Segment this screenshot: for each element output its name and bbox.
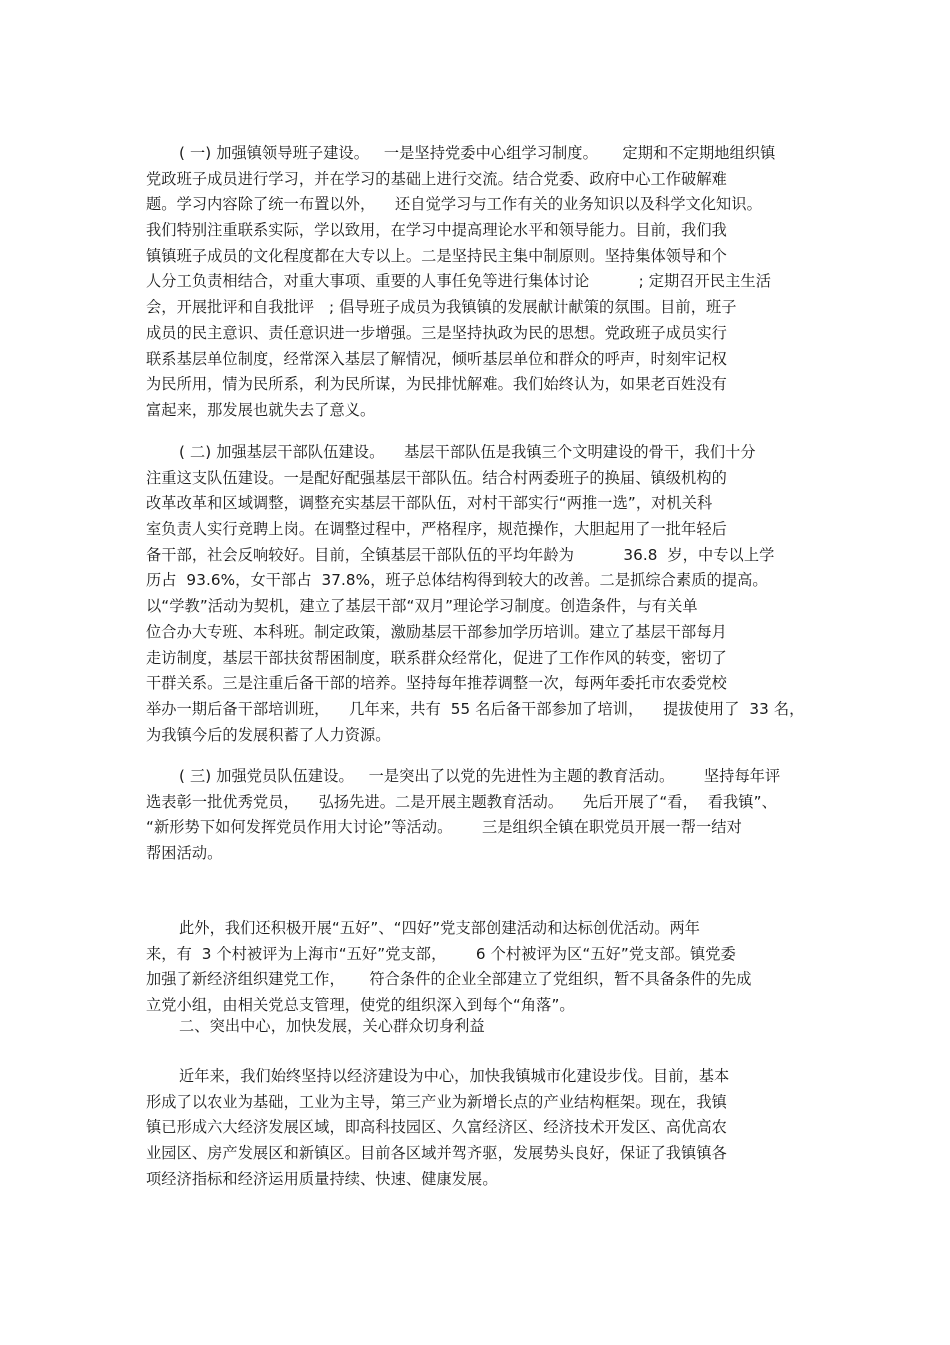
text-line: 来，有 3 个村被评为上海市“五好”党支部， 6 个村被评为区“五好”党支部。镇党委 <box>146 944 736 963</box>
text-line: 党政班子成员进行学习，并在学习的基础上进行交流。结合党委、政府中心工作破解难 <box>146 169 727 188</box>
text-line: 立党小组，由相关党总支管理，使党的组织深入到每个“角落”。 <box>146 996 575 1015</box>
text-line: 为民所用，情为民所系，利为民所谋，为民排忧解难。我们始终认为，如果老百姓没有 <box>146 375 727 394</box>
text-line: 成员的民主意识、责任意识进一步增强。三是坚持执政为民的思想。党政班子成员实行 <box>146 323 727 342</box>
text-line: 近年来，我们始终坚持以经济建设为中心，加快我镇城市化建设步伐。目前，基本 <box>179 1067 730 1085</box>
text-line: 镇镇班子成员的文化程度都在大专以上。二是坚持民主集中制原则。坚持集体领导和个 <box>146 246 727 265</box>
text-line: 题。学习内容除了统一布置以外， 还自觉学习与工作有关的业务知识以及科学文化知识。 <box>146 195 762 214</box>
text-line: ( 二) 加强基层干部队伍建设。 基层干部队伍是我镇三个文明建设的骨干，我们十分 <box>179 443 756 461</box>
text-line: 帮困活动。 <box>146 844 223 863</box>
paragraph-leadership <box>146 141 826 424</box>
text-line: 会，开展批评和自我批评 ; 倡导班子成员为我镇镇的发展献计献策的氛围。目前，班子 <box>146 298 737 317</box>
paragraph-cadre-team <box>146 440 826 748</box>
text-line: “新形势下如何发挥党员作用大讨论”等活动。 三是组织全镇在职党员开展一帮一结对 <box>146 818 742 837</box>
text-line: ( 三) 加强党员队伍建设。 一是突出了以党的先进性为主题的教育活动。 坚持每年评 <box>179 767 781 785</box>
text-line: 富起来，那发展也就失去了意义。 <box>146 400 376 419</box>
text-line: 选表彰一批优秀党员， 弘扬先进。二是开展主题教育活动。 先后开展了“看， 看我镇”、 <box>146 792 777 811</box>
text-line: 以“学教”活动为契机，建立了基层干部“双月”理论学习制度。创造条件，与有关单 <box>146 597 698 616</box>
text-line: 注重这支队伍建设。一是配好配强基层干部队伍。结合村两委班子的换届、镇级机构的 <box>146 468 727 487</box>
text-line: 为我镇今后的发展积蓄了人力资源。 <box>146 725 391 744</box>
text-line: 项经济指标和经济运用质量持续、快速、健康发展。 <box>146 1169 498 1188</box>
text-line: 备干部，社会反响较好。目前，全镇基层干部队伍的平均年龄为 36.8 岁，中专以上学 <box>146 545 775 564</box>
text-line: 历占 93.6%，女干部占 37.8%，班子总体结构得到较大的改善。二是抓综合素质的提高。 <box>146 571 768 590</box>
text-line: 联系基层单位制度，经常深入基层了解情况，倾听基层单位和群众的呼声，时刻牢记权 <box>146 349 727 368</box>
text-line: 位合办大专班、本科班。制定政策，激励基层干部参加学历培训。建立了基层干部每月 <box>146 622 727 641</box>
text-line: ( 一) 加强镇领导班子建设。 一是坚持党委中心组学习制度。 定期和不定期地组织镇 <box>179 144 776 162</box>
paragraph-branch-activities <box>146 916 826 1019</box>
text-line: 加强了新经济组织建党工作， 符合条件的企业全部建立了党组织，暂不具备条件的先成 <box>146 970 752 989</box>
text-line: 干群关系。三是注重后备干部的培养。坚持每年推荐调整一次，每两年委托市农委党校 <box>146 674 727 693</box>
text-line: 此外，我们还积极开展“五好”、“四好”党支部创建活动和达标创优活动。两年 <box>179 919 701 937</box>
text-line: 改革改革和区域调整，调整充实基层干部队伍，对村干部实行“两推一选”，对机关科 <box>146 494 713 513</box>
heading-line: 二、突出中心，加快发展，关心群众切身利益 <box>179 1017 485 1035</box>
section-heading <box>146 1014 826 1040</box>
text-line: 镇已形成六大经济发展区域，即高科技园区、久富经济区、经济技术开发区、高优高农 <box>146 1118 727 1137</box>
paragraph-economy <box>146 1064 826 1192</box>
text-line: 业园区、房产发展区和新镇区。目前各区域并驾齐驱，发展势头良好，保证了我镇镇各 <box>146 1144 727 1163</box>
text-line: 形成了以农业为基础，工业为主导，第三产业为新增长点的产业结构框架。现在，我镇 <box>146 1092 727 1111</box>
text-line: 我们特别注重联系实际，学以致用，在学习中提高理论水平和领导能力。目前，我们我 <box>146 221 727 240</box>
text-line: 举办一期后备干部培训班， 几年来，共有 55 名后备干部参加了培训， 提拔使用了 33 名， <box>146 699 805 718</box>
text-line: 室负责人实行竞聘上岗。在调整过程中，严格程序，规范操作，大胆起用了一批年轻后 <box>146 520 727 539</box>
text-line: 走访制度，基层干部扶贫帮困制度，联系群众经常化，促进了工作作风的转变，密切了 <box>146 648 727 667</box>
paragraph-party-members <box>146 764 826 867</box>
text-line: 人分工负责相结合，对重大事项、重要的人事任免等进行集体讨论 ; 定期召开民主生活 <box>146 272 772 291</box>
